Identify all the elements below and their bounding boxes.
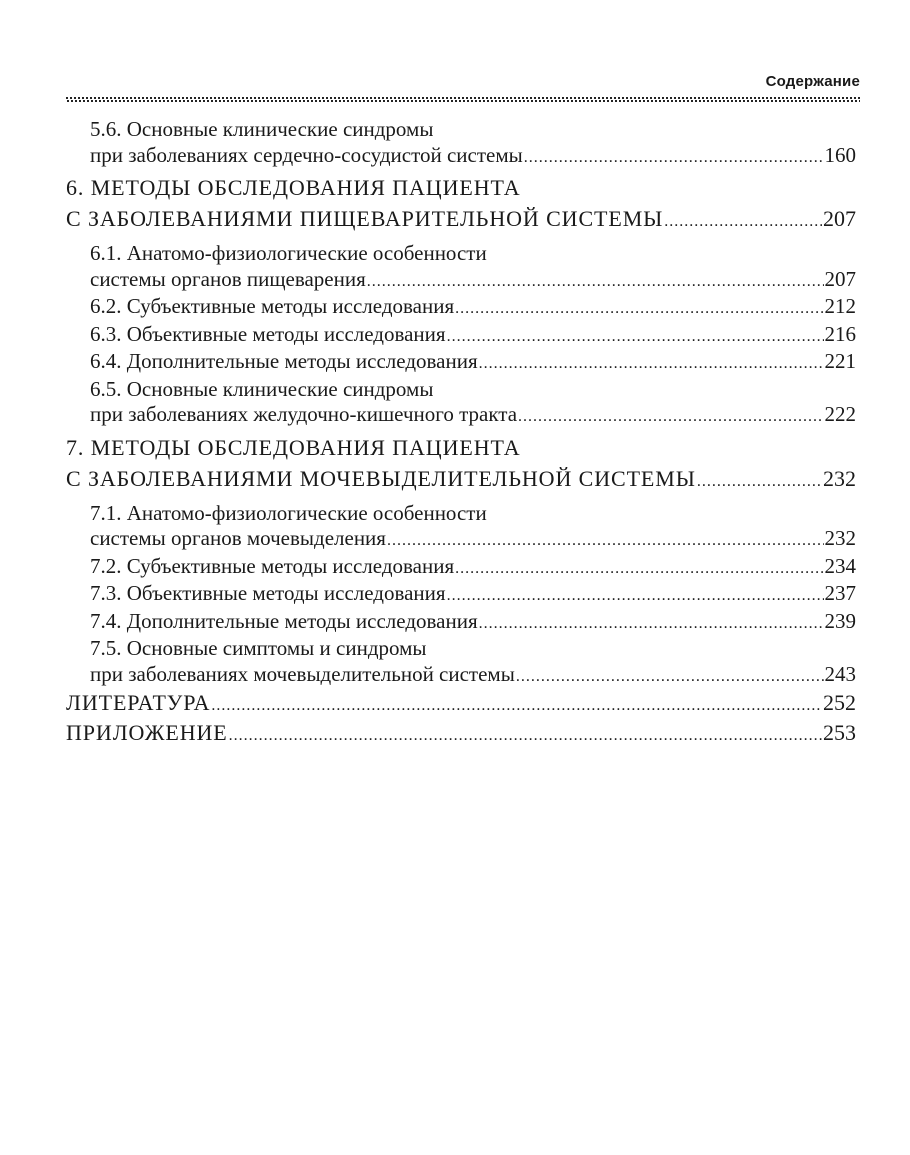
dot-leader bbox=[455, 554, 823, 582]
toc-entry-title: 6.4. Дополнительные методы исследования bbox=[90, 349, 478, 373]
toc-entry-title: при заболеваниях сердечно-сосудистой системы bbox=[90, 142, 523, 167]
toc-entry-title: ПРИЛОЖЕНИЕ bbox=[66, 720, 228, 745]
toc-page-number: 243 bbox=[824, 661, 856, 686]
toc-entry-title: 7.4. Дополнительные методы исследования bbox=[90, 608, 478, 633]
toc-entry-title: ЛИТЕРАТУРА bbox=[66, 690, 211, 715]
running-head: Содержание bbox=[765, 73, 860, 90]
toc-entry-title: 6.2. Субъективные методы исследования bbox=[90, 294, 455, 318]
toc-page-number: 234 bbox=[824, 553, 856, 578]
toc-entry-title-line: 6.1. Анатомо-физиологические особенности bbox=[90, 241, 487, 265]
dot-leader bbox=[516, 662, 824, 690]
toc-page-number: 252 bbox=[823, 690, 856, 715]
toc-literature[interactable] bbox=[66, 689, 856, 719]
toc-page-number: 212 bbox=[824, 294, 856, 318]
toc-chapter-title: С ЗАБОЛЕВАНИЯМИ ПИЩЕВАРИТЕЛЬНОЙ СИСТЕМЫ bbox=[66, 206, 664, 231]
toc-page-number: 232 bbox=[823, 465, 856, 491]
toc-chapter-title: С ЗАБОЛЕВАНИЯМИ МОЧЕВЫДЕЛИТЕЛЬНОЙ СИСТЕМЫ bbox=[66, 465, 696, 491]
dot-leader bbox=[479, 349, 824, 377]
header-rule bbox=[66, 97, 860, 102]
dot-leader bbox=[524, 143, 824, 171]
toc-entry-title-line: 5.6. Основные клинические синдромы bbox=[90, 117, 434, 141]
toc-entry-title: 7.3. Объективные методы исследования bbox=[90, 581, 446, 605]
dot-leader bbox=[367, 267, 824, 295]
toc-entry-5-6[interactable] bbox=[66, 117, 856, 170]
toc-page-number: 216 bbox=[824, 321, 856, 346]
toc-entry-7-3[interactable] bbox=[66, 581, 856, 609]
toc-page-number: 253 bbox=[823, 720, 856, 745]
dot-leader bbox=[664, 203, 822, 237]
dot-leader bbox=[447, 322, 824, 350]
toc-entry-7-2[interactable] bbox=[66, 554, 856, 582]
table-of-contents bbox=[66, 117, 856, 749]
toc-page-number: 207 bbox=[823, 206, 856, 231]
dot-leader bbox=[455, 294, 823, 322]
toc-entry-title: при заболеваниях желудочно-кишечного тракта bbox=[90, 402, 518, 426]
toc-entry-title: 7.2. Субъективные методы исследования bbox=[90, 553, 455, 578]
toc-chapter-title-line: 6. МЕТОДЫ ОБСЛЕДОВАНИЯ ПАЦИЕНТА bbox=[66, 175, 521, 200]
toc-chapter-title-line: 7. МЕТОДЫ ОБСЛЕДОВАНИЯ ПАЦИЕНТА bbox=[66, 434, 521, 460]
toc-page-number: 232 bbox=[824, 526, 856, 550]
toc-chapter-6[interactable] bbox=[66, 172, 856, 237]
dot-leader bbox=[229, 719, 822, 749]
toc-entry-6-5[interactable] bbox=[66, 377, 856, 430]
toc-entry-7-1[interactable] bbox=[66, 501, 856, 554]
dot-leader bbox=[479, 609, 824, 637]
dot-leader bbox=[211, 689, 822, 719]
dot-leader bbox=[518, 402, 823, 430]
toc-page-number: 222 bbox=[824, 402, 856, 426]
dot-leader bbox=[447, 581, 824, 609]
toc-entry-title: системы органов мочевыделения bbox=[90, 526, 386, 550]
toc-entry-title: 6.3. Объективные методы исследования bbox=[90, 321, 446, 346]
toc-page-number: 221 bbox=[824, 349, 856, 373]
toc-chapter-7[interactable] bbox=[66, 432, 856, 497]
toc-page-number: 160 bbox=[824, 142, 856, 167]
toc-entry-6-4[interactable] bbox=[66, 349, 856, 377]
toc-page-number: 239 bbox=[824, 608, 856, 633]
toc-entry-7-4[interactable] bbox=[66, 609, 856, 637]
toc-entry-title-line: 7.1. Анатомо-физиологические особенности bbox=[90, 500, 487, 525]
toc-entry-title-line: 7.5. Основные симптомы и синдромы bbox=[90, 636, 427, 660]
toc-entry-6-3[interactable] bbox=[66, 322, 856, 350]
toc-entry-6-2[interactable] bbox=[66, 294, 856, 322]
toc-entry-6-1[interactable] bbox=[66, 241, 856, 294]
toc-entry-7-5[interactable] bbox=[66, 636, 856, 689]
dot-leader bbox=[387, 526, 824, 554]
toc-entry-title-line: 6.5. Основные клинические синдромы bbox=[90, 376, 434, 401]
toc-appendix[interactable] bbox=[66, 719, 856, 749]
dot-leader bbox=[697, 463, 822, 497]
toc-page-number: 237 bbox=[824, 581, 856, 605]
toc-entry-title: при заболеваниях мочевыделительной системы bbox=[90, 661, 515, 686]
toc-entry-title: системы органов пищеварения bbox=[90, 266, 366, 291]
toc-page-number: 207 bbox=[824, 266, 856, 291]
